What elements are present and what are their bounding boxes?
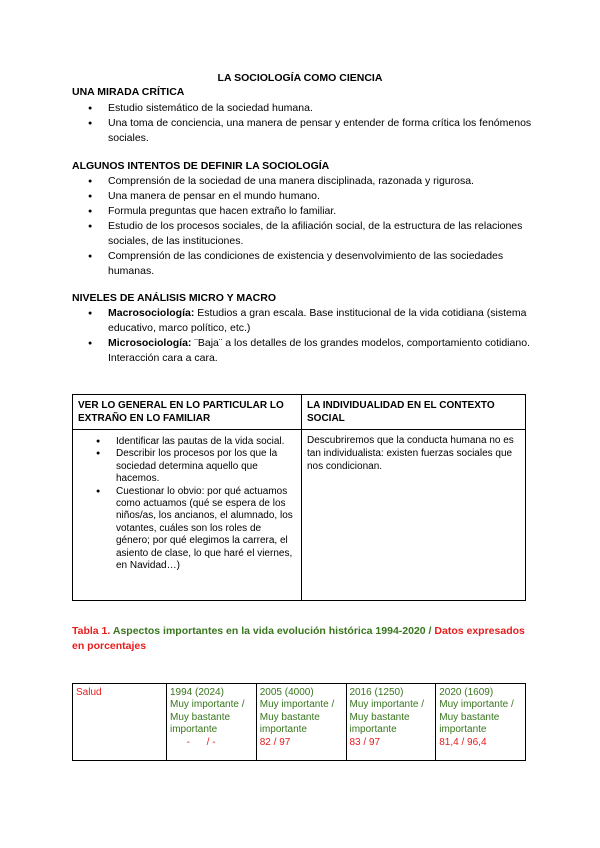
list-definir-sociologia	[72, 174, 532, 279]
microsociologia-definition: ¨Baja¨ a los detalles de los grandes modelos, comportamiento cotidiano. Interacción cara a cara.	[108, 337, 530, 364]
macrosociologia-definition: Estudios a gran escala. Base institucional de la vida cotidiana (sistema educativo, marco político, etc.)	[108, 307, 527, 334]
cell-value: 83 / 97	[349, 736, 381, 748]
section-heading-niveles: NIVELES DE ANÁLISIS MICRO Y MACRO	[72, 292, 276, 304]
individualidad-text: Descubriremos que la conducta humana no es tan individualista: existen fuerzas sociales que nos condicionan.	[307, 435, 514, 472]
list-mirada-critica	[72, 101, 532, 146]
term-microsociologia: Microsociología:	[108, 337, 192, 349]
table-header-right: LA INDIVIDUALIDAD EN EL CONTEXTO SOCIAL	[302, 395, 526, 430]
section-heading-mirada-critica: UNA MIRADA CRÍTICA	[72, 86, 185, 98]
cell-year: 1994 (2024)	[170, 687, 224, 698]
data-cell-2016	[346, 684, 436, 761]
list-item: ● Identificar las pautas de la vida social.	[78, 436, 296, 448]
cell-value: 82 / 97	[259, 736, 291, 748]
cell-desc: Muy importante / Muy bastante importante	[349, 699, 424, 736]
row-label-salud: Salud	[73, 684, 167, 761]
data-cell-2020	[436, 684, 526, 761]
cell-year: 2020 (1609)	[439, 687, 494, 698]
caption-text: Aspectos importantes en la vida evolución histórica 1994-2020 /	[110, 625, 435, 637]
data-cell-1994	[167, 684, 257, 761]
pautas-list	[78, 436, 296, 572]
cell-value: - / -	[170, 736, 216, 748]
list-item: ● Estudio sistemático de la sociedad humana.	[72, 101, 532, 116]
cell-desc: Muy importante / Muy bastante importante	[170, 699, 245, 736]
term-macrosociologia: Macrosociología:	[108, 307, 195, 319]
cell-desc: Muy importante / Muy bastante importante	[259, 699, 335, 736]
list-item: ● Una toma de conciencia, una manera de pensar y entender de forma crítica los fenómenos sociales.	[72, 116, 532, 146]
table-caption	[72, 624, 532, 654]
evolution-table	[72, 683, 526, 761]
cell-value: 81,4 / 96,4	[439, 736, 487, 748]
list-item: ● Comprensión de la sociedad de una manera disciplinada, razonada y rigurosa.	[72, 174, 532, 189]
list-item	[72, 306, 532, 336]
table-cell-right	[302, 430, 526, 601]
table-header-left: VER LO GENERAL EN LO PARTICULAR LO EXTRAÑO EN LO FAMILIAR	[73, 395, 302, 430]
list-item: ● Estudio de los procesos sociales, de la afiliación social, de la estructura de las relaciones sociales, de las instituciones.	[72, 219, 532, 249]
cell-year: 2016 (1250)	[349, 687, 404, 698]
list-item: ● Cuestionar lo obvio: por qué actuamos como actuamos (qué se espera de los niños/as, los ancianos, el alumnado, los votantes, cuáles son los roles de género; por qué elegimos la carrera, el asiento de clase, lo que haré el viernes, en Navidad…)	[78, 486, 296, 573]
caption-red-text: Datos expresados en porcentajes	[72, 625, 525, 652]
caption-label: Tabla 1.	[72, 625, 111, 637]
page-title: LA SOCIOLOGÍA COMO CIENCIA	[217, 72, 383, 84]
list-item: ● Formula preguntas que hacen extraño lo familiar.	[72, 204, 532, 219]
list-item: ● Comprensión de las condiciones de existencia y desenvolvimiento de las sociedades humanas.	[72, 249, 532, 279]
section-heading-definir: ALGUNOS INTENTOS DE DEFINIR LA SOCIOLOGÍA	[72, 160, 330, 172]
list-item: ● Describir los procesos por los que la sociedad determina aquello que hacemos.	[78, 448, 296, 485]
concepts-table	[72, 394, 526, 601]
table-cell-left	[73, 430, 302, 601]
cell-desc: Muy importante / Muy bastante importante	[439, 699, 514, 736]
list-item	[72, 336, 532, 366]
data-cell-2005	[256, 684, 346, 761]
list-item: ● Una manera de pensar en el mundo humano.	[72, 189, 532, 204]
list-niveles-analisis	[72, 306, 532, 366]
cell-year: 2005 (4000)	[259, 687, 314, 698]
